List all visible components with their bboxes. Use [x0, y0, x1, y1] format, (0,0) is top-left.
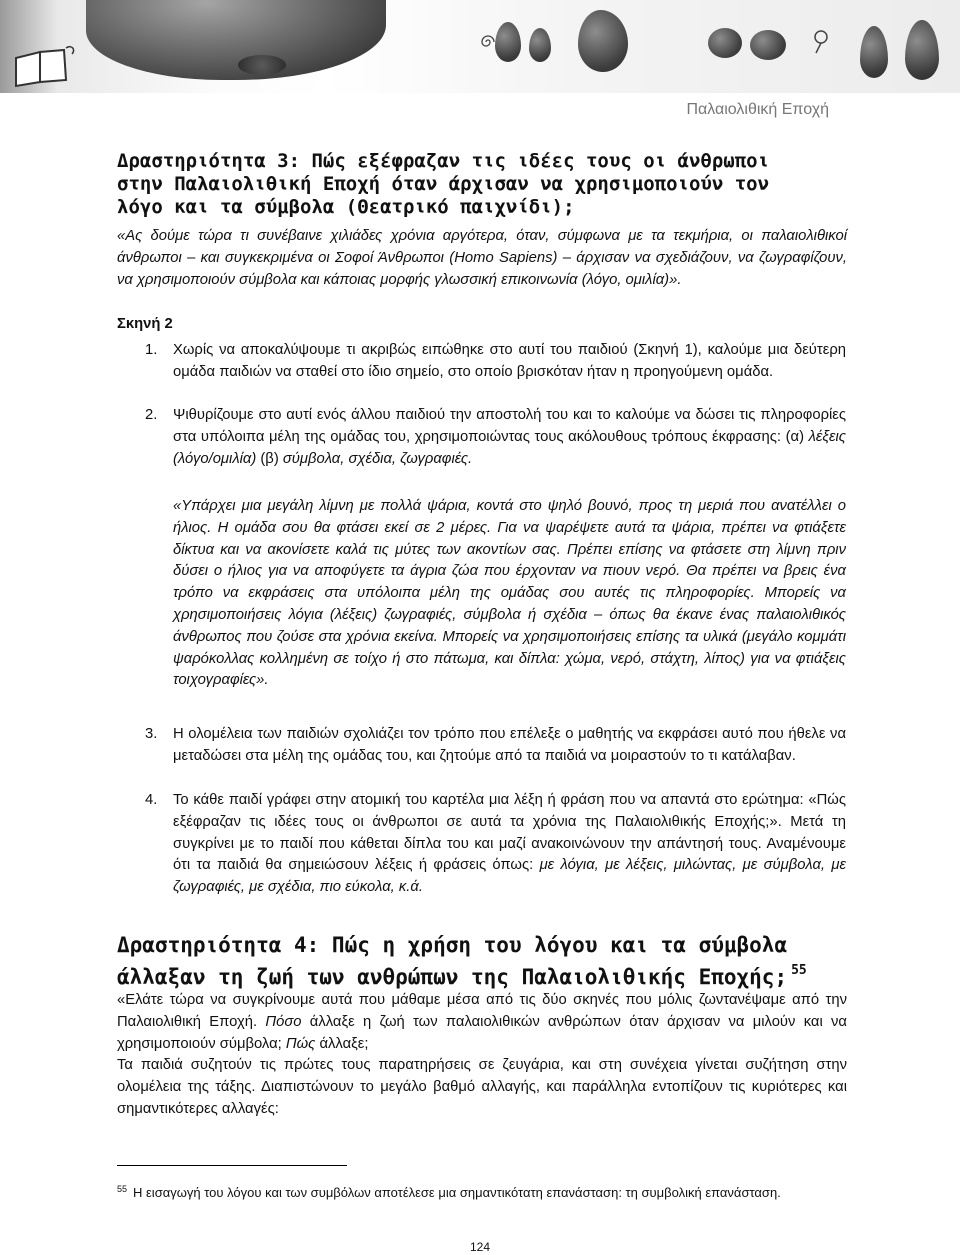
stone-tool-image — [905, 20, 939, 80]
stone-tool-image — [708, 28, 742, 58]
list-item: Η ολομέλεια των παιδιών σχολιάζει τον τρόπο που επέλεξε ο μαθητής να εκφράσει αυτό που ήθελε να μεταδώσει στα μέλη της ομάδας του, και ζητούμε από τα παιδιά να μοιραστούν το τι κατάλαβαν. — [173, 726, 846, 764]
footnote: $^{55}$ Η εισαγωγή του λόγου και των συμβόλων αποτέλεσε μια σημαντικότατη επανάσταση: τη συμβολική επανάσταση. — [117, 1184, 781, 1200]
stone-tool-image — [86, 0, 386, 80]
list-number: 2. — [145, 407, 158, 423]
mission-text: «Υπάρχει μια μεγάλη λίμνη με πολλά ψάρια, κοντά στο ψηλό βουνό, προς τη μεριά που ανατέλλει ο ήλιος. Η ομάδα σου θα φτάσει εκεί σε 2 μέρες. Για να ψαρέψετε αυτά τα ψάρια, πρέπει να φτιάξετε δίκτυα και να ακονίσετε καλά τις μύτες των ακοντίων σας. Πρέπει επίσης να φτάσετε στη λίμνη πριν δύσει ο ήλιος για να αποφύγετε τα άγρια ζώα που έρχονταν να πιουν νερό. Θα πρέπει να βρεις ένα τρόπο να εκφράσεις στα υπόλοιπα μέλη της ομάδας σου αυτές τις πληροφορίες. Μπορείς να χρησιμοποιήσεις λόγια (λέξεις) ζωγραφιές, σύμβολα ή σχέδια – όπως θα έκανε ένας παλαιολιθικός άνθρωπος που ζούσε στα χρόνια εκείνα. Μπορείς να χρησιμοποιήσεις επίσης τα υλικά (μεγάλο κομμάτι ψαρόκολλας κολλημένη σε τοίχο ή στο πάτωμα, και δίπλα: χώμα, νερό, στάχτη, λίπος) για να φτιάξεις τοιχογραφίες». — [173, 498, 846, 689]
activity3-intro: «Ας δούμε τώρα τι συνέβαινε χιλιάδες χρόνια αργότερα, όταν, σύμφωνα με τα τεκμήρια, οι παλαιολιθικοί άνθρωποι – και συγκεκριμένα οι Σοφοί Άνθρωποι (Homo Sapiens) – άρχισαν να σχεδιάζουν, να ζωγραφίζουν, να χρησιμοποιούν σύμβολα και κάποιας μορφής γλωσσική επικοινωνία (λόγο, ομιλία)». — [117, 228, 847, 288]
stone-tool-image — [529, 28, 551, 62]
footnote-ref: 55 — [791, 963, 807, 978]
flower-icon — [808, 28, 834, 54]
list-item: Το κάθε παιδί γράφει στην ατομική του καρτέλα μια λέξη ή φράση που να απαντά στο ερώτημα: «Πώς εξέφραζαν τις ιδέες τους οι άνθρωποι σε αυτά τα χρόνια της Παλαιολιθικής Εποχής;». Μετά τη συγκρίνει με το παιδί που κάθεται δίπλα του και μαζί ανακοινώνουν την απάντησή τους. Αναμένουμε ότι τα παιδιά θα σημειώσουν λέξεις ή φράσεις όπως: με λόγια, με λέξεις, μιλώντας, με σύμβολα, με ζωγραφιές, με σχέδια, πιο εύκολα, κ.ά. — [173, 792, 846, 896]
stone-tool-image — [495, 22, 521, 62]
list-number: 3. — [145, 726, 158, 742]
list-item: Ψιθυρίζουμε στο αυτί ενός άλλου παιδιού την αποστολή του και το καλούμε να δώσει τις πληροφορίες στα υπόλοιπα μέλη της ομάδας του, χρησιμοποιώντας τους ακόλουθους τρόπους έκφρασης: (α) λέξεις (λόγο/ομιλία) (β) σύμβολα, σχέδια, ζωγραφιές. — [173, 407, 846, 467]
header-banner — [0, 0, 960, 93]
stone-tool-image — [860, 26, 888, 78]
activity4-paragraph: Τα παιδιά συζητούν τις πρώτες τους παρατηρήσεις σε ζευγάρια, και στη συνέχεια γίνεται συζήτηση στην ολομέλεια της τάξης. Διαπιστώνουν το μεγάλο βαθμό αλλαγής, και παράλληλα εντοπίζουν τις κυριότερες και σημαντικότερες αλλαγές: — [117, 1057, 847, 1117]
footnote-divider — [117, 1165, 347, 1166]
list-item: Χωρίς να αποκαλύψουμε τι ακριβώς ειπώθηκε στο αυτί του παιδιού (Σκηνή 1), καλούμε μια δεύτερη ομάδα παιδιών να σταθεί στο ίδιο σημείο, στο οποίο βρισκόταν ήταν η προηγούμενη ομάδα. — [173, 342, 846, 380]
activity3-heading: Δραστηριότητα 3: Πώς εξέφραζαν τις ιδέες τους οι άνθρωποι στην Παλαιολιθική Εποχή όταν άρχισαν να χρησιμοποιούν τον λόγο και τα σύμβολα (Θεατρικό παιχνίδι); — [117, 150, 770, 218]
list-number: 1. — [145, 342, 158, 358]
activity4-paragraph: «Ελάτε τώρα να συγκρίνουμε αυτά που μάθαμε μέσα από τις δύο σκηνές που μόλις ζωντανέψαμε από την Παλαιολιθική Εποχή. Πόσο άλλαξε η ζωή των παλαιολιθικών ανθρώπων όταν άρχισαν να μιλούν και να χρησιμοποιούν σύμβολα; Πώς άλλαξε; — [117, 992, 847, 1052]
section-title: Παλαιολιθική Εποχή — [686, 101, 829, 118]
page-number: 124 — [469, 1240, 491, 1254]
stone-tool-image — [238, 55, 286, 75]
list-number: 4. — [145, 792, 158, 808]
open-book-icon — [8, 38, 78, 88]
stone-tool-image — [578, 10, 628, 72]
activity4-heading: Δραστηριότητα 4: Πώς η χρήση του λόγου και τα σύμβολα άλλαξαν τη ζωή των ανθρώπων της Παλαιολιθικής Εποχής; $^{55}$ — [117, 933, 807, 989]
scene-label: Σκηνή 2 — [117, 316, 173, 332]
stone-tool-image — [750, 30, 786, 60]
